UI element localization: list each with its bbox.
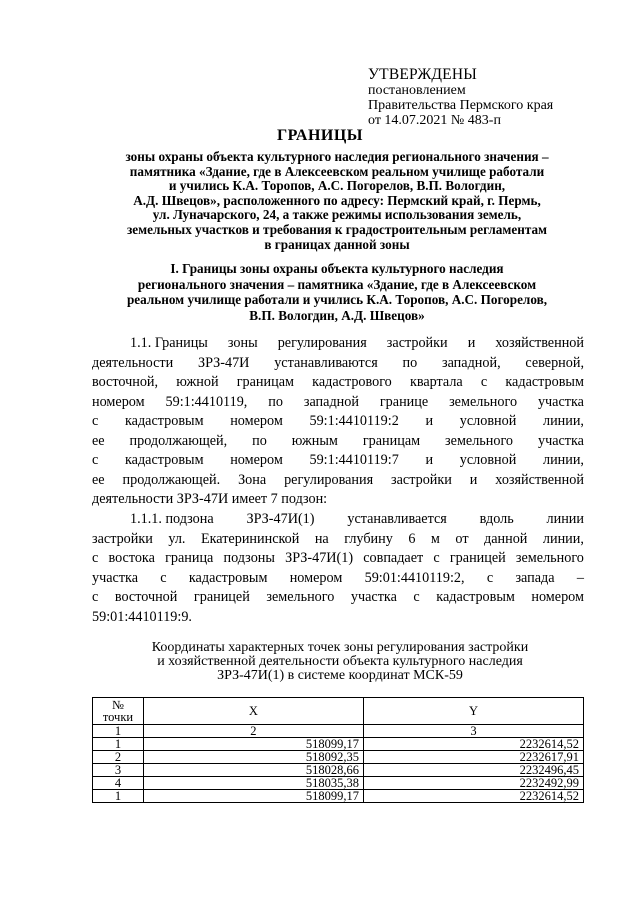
word: номером: [531, 589, 584, 605]
word: номером: [289, 569, 343, 586]
text-line: [92, 549, 584, 569]
text-line: [92, 393, 584, 413]
paragraph-1-1: [92, 334, 584, 510]
word: ЗРЗ-47И: [197, 354, 250, 371]
word: на: [314, 530, 329, 547]
word: 59:01:4410119:2,: [364, 569, 465, 586]
table-cell: 2232496,45: [363, 764, 583, 777]
word: кадастровым: [124, 413, 204, 429]
word: северной,: [525, 354, 584, 371]
word: линии,: [542, 452, 584, 468]
word: совпадает: [363, 550, 424, 566]
word: хозяйственной: [495, 335, 584, 351]
caption-line: и хозяйственной деятельности объекта культурного наследия: [157, 654, 523, 670]
word: земельного: [449, 393, 518, 410]
word: 1.1. Границы: [130, 335, 208, 351]
word: регулирования: [284, 471, 374, 488]
word: кадастровым: [124, 452, 204, 468]
word: м: [430, 530, 440, 547]
table-cell: 2232492,99: [363, 777, 583, 790]
word: застройки: [92, 530, 153, 547]
text-line: 59:01:4410119:9.: [92, 608, 192, 625]
word: ее: [92, 471, 105, 488]
word: кадастровым: [436, 589, 515, 605]
text-line: [92, 471, 584, 491]
approval-title: УТВЕРЖДЕНЫ: [368, 66, 477, 83]
table-cell: 518028,66: [143, 764, 363, 777]
word: данной: [484, 530, 528, 547]
word: границей: [449, 550, 506, 566]
word: вдоль: [479, 511, 514, 527]
word: границей: [193, 589, 250, 605]
word: земельного: [445, 432, 514, 449]
header-num-symbol: №: [111, 698, 124, 712]
caption-line: Координаты характерных точек зоны регулирования застройки: [151, 640, 529, 655]
table-cell: 518092,35: [143, 751, 363, 764]
table-row: [93, 777, 584, 790]
section-heading-line: I. Границы зоны охраны объекта культурного наследия: [170, 261, 504, 276]
table-cell: 2232617,91: [363, 751, 583, 764]
word: линии: [546, 511, 584, 527]
subtitle-line: зоны охраны объекта культурного наследия регионального значения –: [125, 149, 549, 164]
word: западной: [303, 393, 359, 410]
table-cell: 1: [93, 738, 144, 751]
word: с: [160, 569, 167, 586]
word: номером: [230, 452, 283, 468]
word: и: [469, 471, 478, 488]
word: застройки: [391, 471, 452, 488]
table-row: [93, 751, 584, 764]
word: ул.: [168, 530, 186, 547]
table-index-row: [93, 725, 584, 738]
text-line: [92, 354, 584, 374]
word: с: [413, 589, 420, 605]
header-y: Y: [363, 698, 583, 725]
word: участка: [537, 393, 584, 410]
text-line: [92, 510, 584, 530]
word: кадастровым: [188, 569, 268, 586]
table-cell: 1: [93, 725, 144, 738]
word: западной,: [441, 354, 501, 371]
word: границе: [379, 393, 429, 410]
word: номером: [230, 413, 283, 429]
table-cell: 2232614,52: [363, 738, 583, 751]
word: 59:1:4410119:7: [309, 452, 399, 468]
word: деятельности: [92, 354, 174, 371]
word: по: [268, 393, 283, 410]
word: с: [92, 452, 99, 468]
text-line: [92, 530, 584, 550]
approval-stamp: [368, 66, 618, 128]
word: линии,: [542, 530, 584, 547]
word: ЗРЗ-47И(1): [246, 511, 315, 527]
word: участка: [537, 432, 584, 449]
subtitle-line: памятника «Здание, где в Алексеевском реальном училище работали: [129, 163, 545, 179]
word: 1.1.1. подзона: [130, 511, 214, 527]
header-num-label: точки: [102, 710, 134, 724]
subtitle-line: ул. Луначарского, 24, а также режимы использования земель,: [152, 207, 522, 223]
word: восточной: [114, 589, 178, 605]
section-heading-line: реальном училище работали и учились К.А. Торопов, А.С. Погорелов,: [126, 292, 548, 307]
word: 6: [408, 530, 416, 547]
table-cell: 518099,17: [143, 790, 363, 803]
table-cell: 2232614,52: [363, 790, 583, 803]
approval-line: от 14.07.2021 № 483-п: [368, 113, 501, 128]
caption-line: ЗРЗ-47И(1) в системе координат МСК-59: [217, 668, 463, 684]
word: кадастрового: [312, 374, 392, 390]
word: по: [402, 354, 418, 371]
table-row: [93, 790, 584, 803]
header-x: X: [143, 698, 363, 725]
word: 59:1:4410119,: [165, 393, 248, 410]
word: хозяйственной: [495, 471, 584, 488]
subtitle-line: и учились К.А. Торопов, А.С. Погорелов, В.П. Вологдин,: [168, 178, 506, 194]
word: и: [467, 335, 476, 351]
word: по: [252, 432, 267, 449]
table-row: [93, 764, 584, 777]
word: застройки: [386, 335, 448, 351]
word: от: [455, 530, 469, 547]
text-line: [92, 373, 584, 393]
text-line: [92, 451, 584, 471]
word: продолжающей,: [129, 432, 228, 449]
word: и: [425, 413, 434, 429]
word: восточной,: [92, 374, 159, 390]
header-point-number: [93, 698, 144, 725]
text-line: [92, 334, 584, 354]
word: устанавливается: [347, 511, 447, 527]
word: устанавливаются: [274, 354, 378, 371]
paragraph-1-1-1: [92, 510, 584, 627]
word: участка: [92, 569, 138, 586]
table-caption: [100, 641, 580, 684]
word: с: [92, 589, 99, 605]
word: регулирования: [277, 335, 367, 351]
table-row: [93, 738, 584, 751]
word: ее: [92, 432, 105, 449]
word: с: [92, 413, 99, 429]
word: земельного: [266, 589, 335, 605]
document-title: ГРАНИЦЫ: [276, 127, 363, 144]
word: востока: [108, 550, 155, 566]
coordinates-table: [92, 697, 584, 803]
document-subtitle: [72, 150, 602, 252]
table-cell: 518099,17: [143, 738, 363, 751]
word: граница: [165, 550, 214, 566]
word: с: [433, 550, 440, 566]
word: подзоны: [223, 550, 275, 566]
table-cell: 3: [363, 725, 583, 738]
word: номером: [92, 393, 145, 410]
table-cell: 1: [93, 790, 144, 803]
word: земельного: [515, 550, 584, 566]
word: границам: [236, 374, 294, 390]
word: Зона: [238, 471, 267, 488]
section-heading-line: В.П. Вологдин, А.Д. Швецов»: [249, 307, 425, 323]
section-heading-line: регионального значения – памятника «Здание, где в Алексеевском: [137, 276, 537, 292]
text-line: деятельности ЗРЗ-47И имеет 7 подзон:: [92, 491, 328, 507]
word: ЗРЗ-47И(1): [285, 550, 354, 566]
subtitle-line: в границах данной зоны: [264, 236, 410, 252]
section-heading: [72, 261, 602, 323]
word: квартала: [409, 374, 463, 390]
word: условной: [459, 413, 517, 429]
word: с: [486, 569, 494, 586]
word: границам: [362, 432, 421, 449]
table-header-row: [93, 698, 584, 725]
word: с: [92, 550, 99, 566]
approval-line: Правительства Пермского края: [368, 98, 554, 113]
table-cell: 2: [93, 751, 144, 764]
word: южным: [291, 432, 338, 449]
word: –: [576, 569, 584, 586]
text-line: [92, 588, 584, 608]
word: продолжающей.: [122, 471, 221, 488]
text-line: [92, 569, 584, 589]
word: 59:1:4410119:2: [309, 413, 399, 429]
table-cell: 3: [93, 764, 144, 777]
table-cell: 4: [93, 777, 144, 790]
subtitle-line: земельных участков и требования к градостроительным регламентам: [126, 221, 548, 237]
word: глубину: [344, 530, 393, 547]
word: с: [480, 374, 488, 390]
word: участка: [350, 589, 397, 605]
word: линии,: [542, 413, 584, 429]
text-line: [92, 432, 584, 452]
approval-line: постановлением: [368, 83, 466, 98]
word: кадастровым: [505, 374, 584, 390]
text-line: [92, 412, 584, 432]
word: Екатерининской: [200, 530, 300, 547]
table-cell: 518035,38: [143, 777, 363, 790]
word: южной: [176, 374, 219, 390]
word: и: [425, 452, 434, 468]
word: условной: [459, 452, 517, 468]
word: запада: [515, 569, 555, 586]
subtitle-line: А.Д. Швецов», расположенного по адресу: Пермский край, г. Пермь,: [133, 192, 541, 208]
table-cell: 2: [143, 725, 363, 738]
word: зоны: [227, 335, 258, 351]
